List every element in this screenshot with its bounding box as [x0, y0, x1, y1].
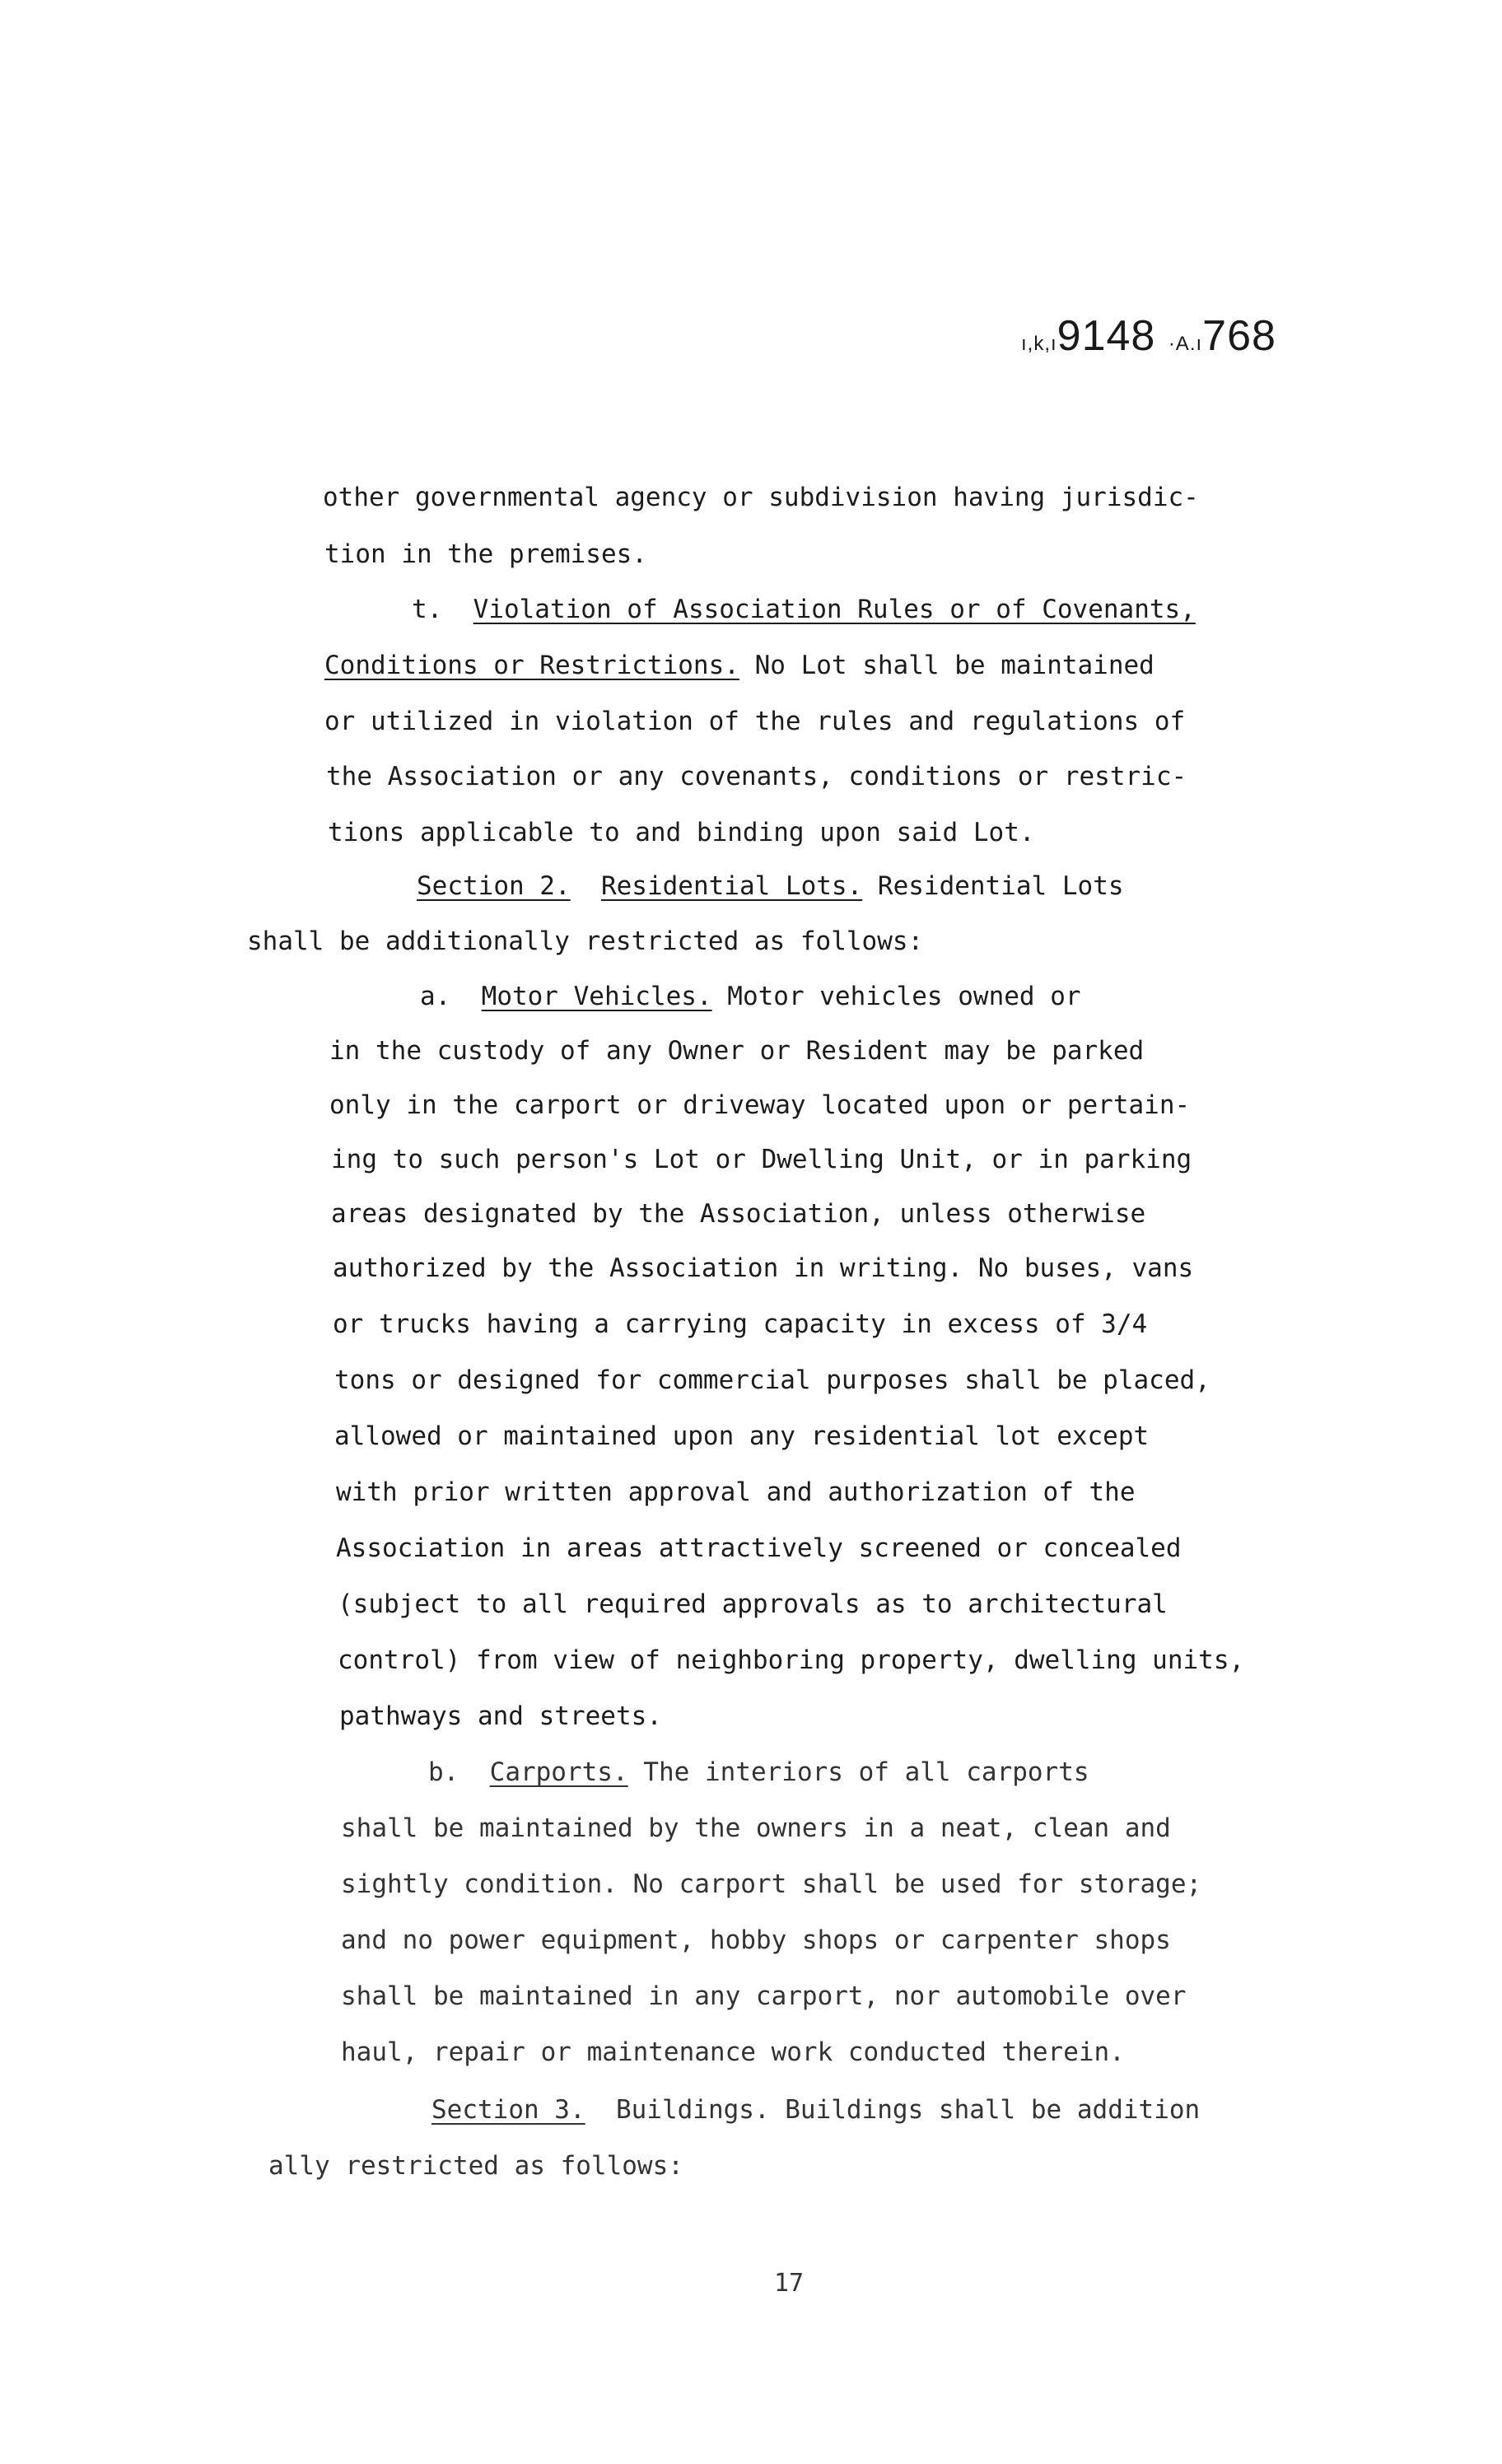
body-line: or utilized in violation of the rules and regulations of	[324, 707, 1186, 736]
body-line: with prior written approval and authorization of the	[336, 1477, 1136, 1507]
item-letter: a.	[420, 982, 451, 1011]
body-line: the Association or any covenants, conditions or restric-	[326, 762, 1187, 791]
body-text: Residential Lots	[862, 871, 1124, 901]
body-line: or trucks having a carrying capacity in excess of 3/4	[333, 1309, 1148, 1339]
body-line: other governmental agency or subdivision having jurisdic-	[323, 483, 1199, 512]
body-line: only in the carport or driveway located upon or pertain-	[329, 1090, 1191, 1120]
body-line: sightly condition. No carport shall be used for storage;	[341, 1869, 1202, 1899]
body-line: tons or designed for commercial purposes shall be placed,	[334, 1365, 1210, 1395]
page-footer-number: 17	[774, 2269, 805, 2298]
body-text: No Lot shall be maintained	[739, 651, 1154, 680]
body-line: tion in the premises.	[324, 539, 647, 569]
subsection-heading: Motor Vehicles.	[481, 982, 712, 1011]
item-letter: t.	[412, 595, 443, 624]
body-line: and no power equipment, hobby shops or carpenter shops	[341, 1925, 1171, 1955]
book-page-stamp	[1021, 311, 1276, 361]
body-text: Motor vehicles owned or	[711, 982, 1081, 1011]
subsection-heading: Carports.	[489, 1757, 628, 1787]
book-prefix: ı,k,ı	[1021, 333, 1057, 355]
page-prefix: ·A.ı	[1168, 333, 1203, 355]
body-line: shall be maintained in any carport, nor automobile over	[341, 1981, 1187, 2011]
body-line: authorized by the Association in writing. No buses, vans	[333, 1253, 1194, 1283]
section-3	[431, 2095, 1200, 2125]
subsection-a	[420, 982, 1081, 1011]
body-text: Buildings. Buildings shall be addition	[615, 2095, 1201, 2125]
subsection-t	[412, 595, 1196, 624]
body-line: (subject to all required approvals as to architectural	[338, 1589, 1168, 1619]
body-line: control) from view of neighboring property, dwelling units,	[338, 1645, 1245, 1675]
page-number-stamp: 768	[1202, 312, 1276, 360]
subsection-heading-cont: Conditions or Restrictions.	[324, 651, 739, 680]
subsection-b	[428, 1757, 1089, 1787]
body-line: pathways and streets.	[339, 1701, 662, 1731]
book-number: 9148	[1057, 312, 1156, 360]
body-line	[324, 651, 1154, 680]
body-line: haul, repair or maintenance work conducted therein.	[341, 2037, 1125, 2067]
section-heading: Residential Lots.	[600, 871, 863, 901]
body-line: areas designated by the Association, unless otherwise	[331, 1199, 1146, 1229]
body-line: shall be additionally restricted as follows:	[247, 926, 924, 956]
item-letter: b.	[428, 1757, 459, 1787]
body-line: tions applicable to and binding upon said Lot.	[328, 818, 1035, 847]
body-line: shall be maintained by the owners in a neat, clean and	[341, 1813, 1171, 1843]
subsection-heading: Violation of Association Rules or of Covenants,	[473, 595, 1196, 624]
body-line: ing to such person's Lot or Dwelling Unit, or in parking	[331, 1145, 1192, 1174]
body-line: Association in areas attractively screened or concealed	[336, 1533, 1182, 1563]
body-line: allowed or maintained upon any residential lot except	[334, 1421, 1150, 1451]
section-2	[417, 871, 1124, 901]
body-line: in the custody of any Owner or Resident may be parked	[329, 1036, 1145, 1066]
body-line: ally restricted as follows:	[268, 2151, 683, 2181]
body-text: The interiors of all carports	[627, 1757, 1089, 1787]
section-label: Section 2.	[417, 871, 571, 901]
section-label: Section 3.	[431, 2095, 585, 2125]
